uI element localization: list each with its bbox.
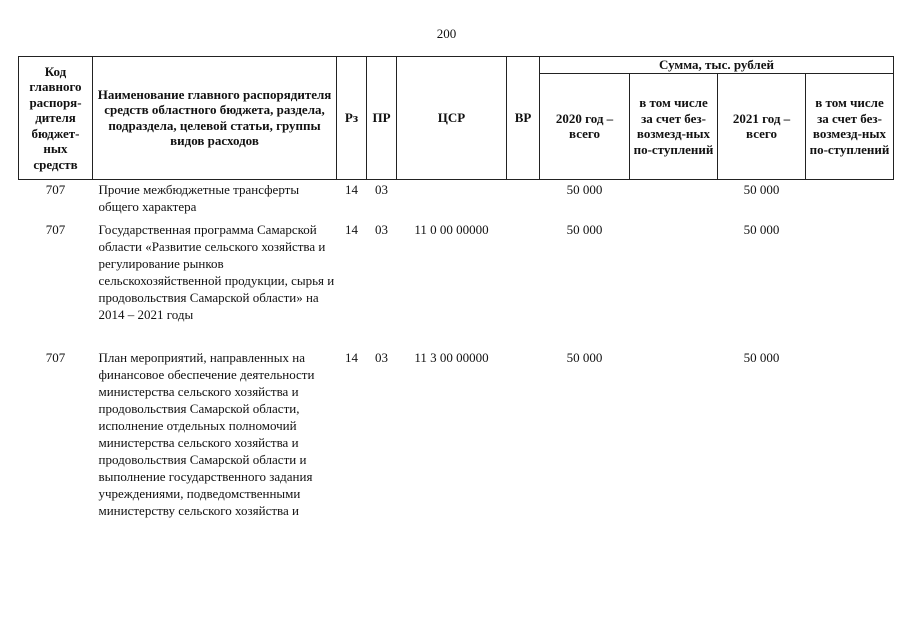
header-2021-total: 2021 год – всего: [718, 73, 806, 179]
budget-table: [18, 56, 894, 589]
cell-2020-gratuitous: [630, 179, 718, 221]
cell-csr: 11 0 00 00000: [414, 221, 489, 237]
cell-2020-total: 50 000: [566, 181, 603, 197]
header-2020-gratuitous: в том числе за счет без-возмезд-ных по-ступлений: [630, 73, 718, 179]
cell-csr: [397, 179, 507, 221]
cell-pr: 03: [375, 181, 388, 197]
cell-2021-total: 50 000: [743, 181, 780, 197]
cell-2020-total: 50 000: [566, 221, 603, 237]
header-2021-gratuitous: в том числе за счет без-возмезд-ных по-ступлений: [806, 73, 894, 179]
table-row: [19, 349, 894, 589]
page-number: 200: [436, 26, 457, 41]
cell-name: Государственная программа Самарской области «Развитие сельского хозяйства и регулирование рынков сельскохозяйственной продукции, сырья и продовольствия Самарской области» на 2014 – 2021 годы: [98, 221, 335, 322]
cell-rz: 14: [345, 349, 358, 365]
cell-pr: 03: [375, 349, 388, 365]
cell-rz: 14: [345, 221, 358, 237]
cell-2021-gratuitous: [806, 349, 894, 589]
header-rz: Рз: [337, 57, 367, 180]
cell-name: Прочие межбюджетные трансферты общего характера: [98, 181, 300, 214]
header-name: Наименование главного распорядителя средств областного бюджета, раздела, подраздела, целевой статьи, группы видов расходов: [93, 57, 337, 180]
cell-2020-total: 50 000: [566, 349, 603, 365]
cell-pr: 03: [375, 221, 388, 237]
cell-code: 707: [45, 221, 66, 237]
cell-vr: [507, 221, 540, 349]
cell-rz: 14: [345, 181, 358, 197]
header-sum-group: Сумма, тыс. рублей: [540, 57, 894, 74]
cell-csr: 11 3 00 00000: [414, 349, 489, 365]
header-csr: ЦСР: [397, 57, 507, 180]
cell-vr: [507, 349, 540, 589]
cell-2021-gratuitous: [806, 179, 894, 221]
header-vr: ВР: [507, 57, 540, 180]
cell-2021-total: 50 000: [743, 221, 780, 237]
table-row: [19, 179, 894, 221]
cell-2020-gratuitous: [630, 221, 718, 349]
header-code: Код главного распоря-дителя бюджет-ных средств: [19, 57, 93, 180]
cell-2020-gratuitous: [630, 349, 718, 589]
cell-vr: [507, 179, 540, 221]
table-row: [19, 221, 894, 349]
cell-name: План мероприятий, направленных на финансовое обеспечение деятельности министерства сельского хозяйства и продовольствия Самарской области, исполнение отдельных полномочий министерства сельского хозяйства и продовольствия Самарской области и выполнение государственного задания учреждениями, подведомственными министерству сельского хозяйства и: [98, 349, 315, 518]
cell-code: 707: [45, 349, 66, 365]
cell-2021-gratuitous: [806, 221, 894, 349]
header-pr: ПР: [367, 57, 397, 180]
cell-code: 707: [45, 181, 66, 197]
cell-2021-total: 50 000: [743, 349, 780, 365]
header-2020-total: 2020 год – всего: [540, 73, 630, 179]
